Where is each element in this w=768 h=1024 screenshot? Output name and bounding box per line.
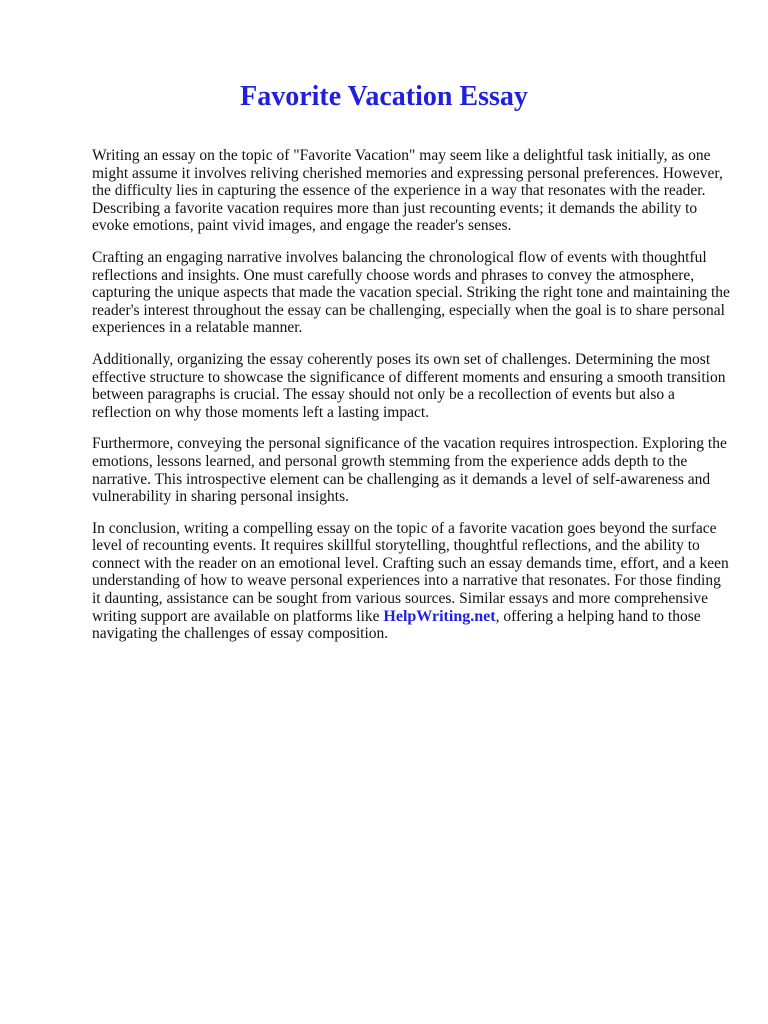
essay-body	[92, 147, 732, 657]
paragraph-2: Crafting an engaging narrative involves balancing the chronological flow of events with thoughtful reflections and insights. One must carefully choose words and phrases to convey the atmosphere, capturing the unique aspects that made the vacation special. Striking the right tone and maintaining the reader's interest throughout the essay can be challenging, especially when the goal is to share personal experiences in a relatable manner.	[92, 248, 730, 337]
conclusion-text-after-link: , offering a helping hand to those navigating the challenges of essay composition.	[92, 607, 701, 643]
helpwriting-link[interactable]: HelpWriting.net	[383, 607, 496, 625]
page-title: Favorite Vacation Essay	[240, 81, 528, 112]
conclusion-text-before-link: In conclusion, writing a compelling essay on the topic of a favorite vacation goes beyond the surface level of recounting events. It requires skillful storytelling, thoughtful reflections, and the ability to connect with the reader on an emotional level. Crafting such an essay demands time, effort, and a keen understanding of how to weave personal experiences into a narrative that resonates. For those finding it daunting, assistance can be sought from various sources. Similar essays and more comprehensive writing support are available on platforms like	[92, 519, 729, 625]
paragraph-4: Furthermore, conveying the personal significance of the vacation requires introspection. Exploring the emotions, lessons learned, and personal growth stemming from the experience adds depth to the narrative. This introspective element can be challenging as it demands a level of self-awareness and vulnerability in sharing personal insights.	[92, 435, 727, 506]
paragraph-3: Additionally, organizing the essay coherently poses its own set of challenges. Determining the most effective structure to showcase the significance of different moments and ensuring a smooth transition between paragraphs is crucial. The essay should not only be a recollection of events but also a reflection on why those moments left a lasting impact.	[92, 350, 726, 421]
paragraph-1: Writing an essay on the topic of "Favorite Vacation" may seem like a delightful task initially, as one might assume it involves reliving cherished memories and expressing personal preferences. However, the difficulty lies in capturing the essence of the experience in a way that resonates with the reader. Describing a favorite vacation requires more than just recounting events; it demands the ability to evoke emotions, paint vivid images, and engage the reader's senses.	[92, 147, 723, 235]
paragraph-conclusion	[92, 520, 732, 643]
